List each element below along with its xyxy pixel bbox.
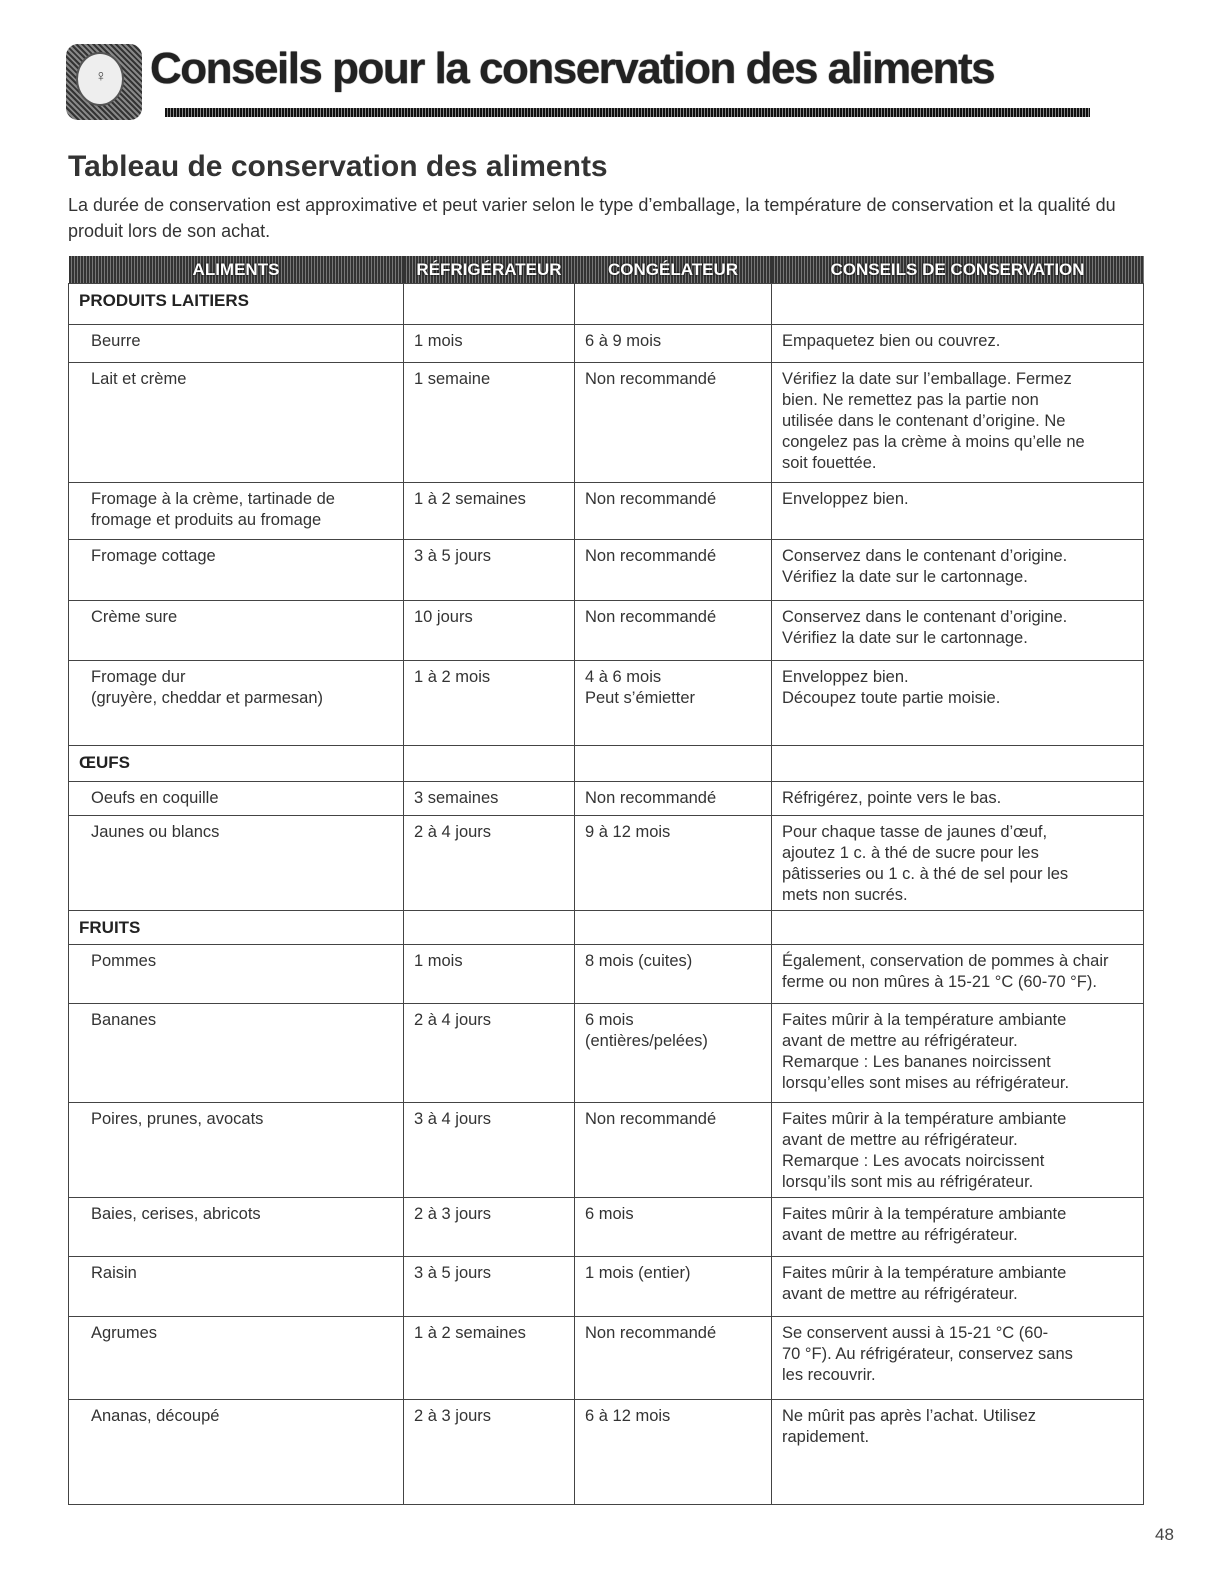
cell-freezer: 6 mois bbox=[575, 1198, 772, 1257]
cell-refrigerator: 2 à 3 jours bbox=[404, 1198, 575, 1257]
cell-refrigerator: 3 semaines bbox=[404, 782, 575, 816]
table-row bbox=[69, 816, 1144, 911]
cell-refrigerator: 2 à 4 jours bbox=[404, 1004, 575, 1103]
table-row bbox=[69, 945, 1144, 1004]
empty-cell bbox=[575, 746, 772, 782]
table-row bbox=[69, 1004, 1144, 1103]
section-heading: Tableau de conservation des aliments bbox=[68, 150, 608, 183]
page-number: 48 bbox=[1155, 1525, 1174, 1544]
empty-cell bbox=[404, 746, 575, 782]
page-title: Conseils pour la conservation des aliments bbox=[150, 44, 995, 93]
cell-freezer: Non recommandé bbox=[575, 1317, 772, 1400]
cell-food: Jaunes ou blancs bbox=[69, 816, 404, 911]
cell-storage-tips: Conservez dans le contenant d’origine. Vérifiez la date sur le cartonnage. bbox=[772, 601, 1144, 661]
empty-cell bbox=[575, 911, 772, 945]
table-row bbox=[69, 540, 1144, 601]
table-row bbox=[69, 363, 1144, 483]
cell-food: Bananes bbox=[69, 1004, 404, 1103]
table-header-row bbox=[69, 256, 1144, 284]
cell-food: Fromage à la crème, tartinade de fromage et produits au fromage bbox=[69, 483, 404, 540]
table-row bbox=[69, 661, 1144, 746]
cell-refrigerator: 10 jours bbox=[404, 601, 575, 661]
column-header-food: ALIMENTS bbox=[69, 256, 404, 284]
table-row bbox=[69, 782, 1144, 816]
cell-freezer: 9 à 12 mois bbox=[575, 816, 772, 911]
cell-food: Fromage dur (gruyère, cheddar et parmesan) bbox=[69, 661, 404, 746]
section-label: ŒUFS bbox=[69, 746, 404, 782]
cell-freezer: 8 mois (cuites) bbox=[575, 945, 772, 1004]
cell-food: Oeufs en coquille bbox=[69, 782, 404, 816]
column-header-freezer: CONGÉLATEUR bbox=[575, 256, 772, 284]
section-label: FRUITS bbox=[69, 911, 404, 945]
cell-food: Ananas, découpé bbox=[69, 1400, 404, 1505]
cell-storage-tips: Faites mûrir à la température ambiante avant de mettre au réfrigérateur. bbox=[772, 1257, 1144, 1317]
cell-freezer: Non recommandé bbox=[575, 363, 772, 483]
cell-food: Baies, cerises, abricots bbox=[69, 1198, 404, 1257]
section-row bbox=[69, 911, 1144, 945]
cell-storage-tips: Faites mûrir à la température ambiante avant de mettre au réfrigérateur. bbox=[772, 1198, 1144, 1257]
cell-refrigerator: 3 à 5 jours bbox=[404, 540, 575, 601]
section-row bbox=[69, 746, 1144, 782]
table-row bbox=[69, 601, 1144, 661]
cell-refrigerator: 3 à 4 jours bbox=[404, 1103, 575, 1198]
cell-food: Pommes bbox=[69, 945, 404, 1004]
empty-cell bbox=[772, 911, 1144, 945]
cell-storage-tips: Enveloppez bien. bbox=[772, 483, 1144, 540]
cell-storage-tips: Pour chaque tasse de jaunes d’œuf, ajoutez 1 c. à thé de sucre pour les pâtisseries ou 1 c. à thé de sel pour les mets non sucrés. bbox=[772, 816, 1144, 911]
cell-food: Raisin bbox=[69, 1257, 404, 1317]
cell-freezer: Non recommandé bbox=[575, 1103, 772, 1198]
cell-refrigerator: 1 à 2 mois bbox=[404, 661, 575, 746]
empty-cell bbox=[404, 911, 575, 945]
cell-freezer: Non recommandé bbox=[575, 540, 772, 601]
cell-storage-tips: Conservez dans le contenant d’origine. Vérifiez la date sur le cartonnage. bbox=[772, 540, 1144, 601]
cell-freezer: Non recommandé bbox=[575, 483, 772, 540]
column-header-storage-tips: CONSEILS DE CONSERVATION bbox=[772, 256, 1144, 284]
cell-storage-tips: Réfrigérez, pointe vers le bas. bbox=[772, 782, 1144, 816]
column-header-refrigerator: RÉFRIGÉRATEUR bbox=[404, 256, 575, 284]
table-row bbox=[69, 1103, 1144, 1198]
cell-food: Poires, prunes, avocats bbox=[69, 1103, 404, 1198]
cell-storage-tips: Ne mûrit pas après l’achat. Utilisez rapidement. bbox=[772, 1400, 1144, 1505]
cell-storage-tips: Faites mûrir à la température ambiante avant de mettre au réfrigérateur. Remarque : Les bananes noircissent lorsqu’elles sont mises au réfrigérateur. bbox=[772, 1004, 1144, 1103]
empty-cell bbox=[404, 284, 575, 325]
cell-freezer: 6 à 12 mois bbox=[575, 1400, 772, 1505]
cell-freezer: 6 mois (entières/pelées) bbox=[575, 1004, 772, 1103]
cell-refrigerator: 3 à 5 jours bbox=[404, 1257, 575, 1317]
cell-food: Beurre bbox=[69, 325, 404, 363]
cell-freezer: 1 mois (entier) bbox=[575, 1257, 772, 1317]
cell-storage-tips: Empaquetez bien ou couvrez. bbox=[772, 325, 1144, 363]
table-row bbox=[69, 1400, 1144, 1505]
cell-freezer: Non recommandé bbox=[575, 782, 772, 816]
empty-cell bbox=[575, 284, 772, 325]
cell-storage-tips: Se conservent aussi à 15-21 °C (60- 70 °F). Au réfrigérateur, conservez sans les recouvrir. bbox=[772, 1317, 1144, 1400]
cell-storage-tips: Faites mûrir à la température ambiante avant de mettre au réfrigérateur. Remarque : Les avocats noircissent lorsqu’ils sont mis au réfrigérateur. bbox=[772, 1103, 1144, 1198]
table-row bbox=[69, 483, 1144, 540]
cell-food: Crème sure bbox=[69, 601, 404, 661]
cell-food: Agrumes bbox=[69, 1317, 404, 1400]
cell-storage-tips: Vérifiez la date sur l’emballage. Fermez bien. Ne remettez pas la partie non utilisée dans le contenant d’origine. Ne congelez pas la crème à moins qu’elle ne soit fouettée. bbox=[772, 363, 1144, 483]
cell-storage-tips: Également, conservation de pommes à chair ferme ou non mûres à 15-21 °C (60-70 °F). bbox=[772, 945, 1144, 1004]
food-storage-table bbox=[68, 256, 1144, 1505]
section-label: PRODUITS LAITIERS bbox=[69, 284, 404, 325]
empty-cell bbox=[772, 746, 1144, 782]
cell-food: Fromage cottage bbox=[69, 540, 404, 601]
cell-refrigerator: 1 semaine bbox=[404, 363, 575, 483]
section-row bbox=[69, 284, 1144, 325]
cell-refrigerator: 1 à 2 semaines bbox=[404, 1317, 575, 1400]
cell-storage-tips: Enveloppez bien. Découpez toute partie moisie. bbox=[772, 661, 1144, 746]
cell-freezer: Non recommandé bbox=[575, 601, 772, 661]
cell-refrigerator: 1 à 2 semaines bbox=[404, 483, 575, 540]
table-row bbox=[69, 325, 1144, 363]
table-row bbox=[69, 1257, 1144, 1317]
table-row bbox=[69, 1317, 1144, 1400]
cell-refrigerator: 2 à 4 jours bbox=[404, 816, 575, 911]
cell-freezer: 4 à 6 mois Peut s’émietter bbox=[575, 661, 772, 746]
intro-paragraph: La durée de conservation est approximative et peut varier selon le type d’emballage, la température de conservation et la qualité du produit lors de son achat. bbox=[68, 195, 1116, 241]
lightbulb-icon: ♀ bbox=[66, 44, 142, 120]
cell-food: Lait et crème bbox=[69, 363, 404, 483]
empty-cell bbox=[772, 284, 1144, 325]
table-row bbox=[69, 1198, 1144, 1257]
cell-refrigerator: 1 mois bbox=[404, 945, 575, 1004]
cell-refrigerator: 2 à 3 jours bbox=[404, 1400, 575, 1505]
title-rule-divider bbox=[165, 108, 1090, 117]
cell-freezer: 6 à 9 mois bbox=[575, 325, 772, 363]
cell-refrigerator: 1 mois bbox=[404, 325, 575, 363]
